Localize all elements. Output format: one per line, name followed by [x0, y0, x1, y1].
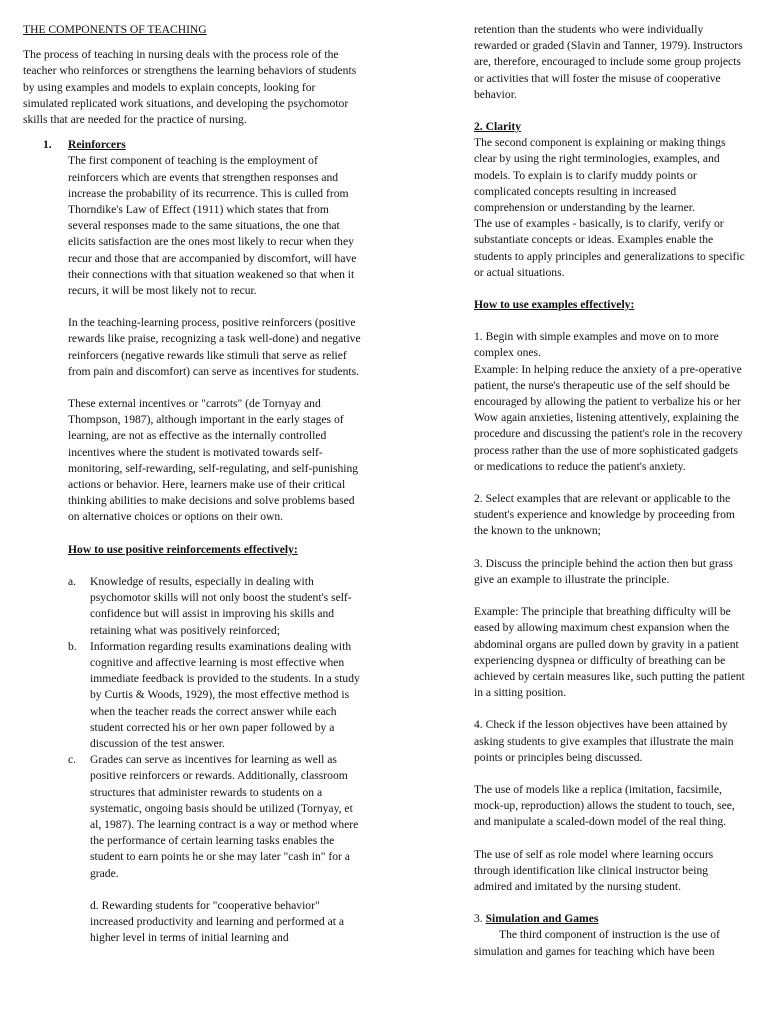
spacer [68, 380, 363, 396]
simulation-paragraph: The third component of instruction is the use of simulation and games for teaching which have been [474, 928, 720, 958]
right-column [474, 22, 746, 960]
list-item [68, 639, 363, 752]
example-step-3: 3. Discuss the principle behind the action then but grass give an example to illustrate the principle. [474, 556, 733, 586]
spacer [474, 701, 746, 717]
example-step-4: 4. Check if the lesson objectives have been attained by asking students to give examples that illustrate the main points or principles being discussed. [474, 718, 734, 764]
list-item [68, 752, 363, 882]
list-letter: c. [68, 753, 77, 767]
spacer [474, 281, 746, 297]
spacer [474, 540, 746, 556]
continuation-paragraph: retention than the students who were individually rewarded or graded (Slavin and Tanner, 1979). Instructors are, therefore, encouraged to include some group projects or activities that will foster the misuse of cooperative behavior. [474, 23, 743, 101]
intro-paragraph: The process of teaching in nursing deals with the process role of the teacher who reinforces or strengthens the learning behaviors of students by using examples and models to explain concepts, looking for simulated replicated work situations, and developing the psychomotor skills that are needed for the practice of nursing. [23, 48, 357, 127]
list-item-d: d. Rewarding students for "cooperative behavior" increased productivity and learning and performed at a higher level in terms of initial learning and [90, 898, 344, 945]
spacer [23, 38, 363, 47]
section-3-heading [474, 911, 746, 927]
section-1-title: Reinforcers [68, 138, 126, 152]
document-title: THE COMPONENTS OF TEACHING [23, 23, 207, 36]
howto-reinforcements-heading: How to use positive reinforcements effectively: [68, 542, 298, 556]
clarity-paragraph-2: The use of examples - basically, is to clarify, verify or substantiate concepts or ideas. Examples enable the students to apply principles and generalizations to specific or actual situations. [474, 217, 745, 279]
spacer [474, 588, 746, 604]
self-role-model-paragraph: The use of self as role model where learning occurs through identification like clinical instructor being admired and imitated by the nursing student. [474, 847, 714, 893]
section-1-heading [43, 137, 363, 153]
section-1-number: 1. [43, 138, 52, 152]
howto-examples-heading: How to use examples effectively: [474, 298, 635, 312]
list-item [68, 574, 363, 639]
spacer [474, 103, 746, 119]
clarity-paragraph-1: The second component is explaining or making things clear by using the right terminologies, examples, and models. To explain is to clarify muddy points or complicated concepts resulting in increased comprehension or understanding by the learner. [474, 136, 726, 215]
left-column [23, 22, 363, 946]
example-step-2: 2. Select examples that are relevant or applicable to the student's experience and knowledge by proceeding from the known to the unknown; [474, 492, 735, 538]
spacer [68, 299, 363, 315]
list-text: Information regarding results examinations dealing with cognitive and affective learning is most effective when immediate feedback is provided to the students. In a study by Curtis & Woods, 1929), the most effective method is when the teacher reads the correct answer while each student corrected his or her own paper followed by a discussion of the test answer. [90, 639, 360, 750]
reinforcers-paragraph-3: These external incentives or "carrots" (de Tornyay and Thompson, 1987), although important in the early stages of learning, are not as effective as the internally controlled incentives where the student is motivated towards self-monitoring, self-rewarding, self-regulating, and self-punishing actions or behavior. Here, learners make use of their critical thinking abilities to make decisions and solve problems based on alternative choices or options on their own. [68, 397, 359, 524]
spacer [68, 558, 363, 574]
spacer [474, 475, 746, 491]
spacer [474, 831, 746, 847]
list-text: Grades can serve as incentives for learning as well as positive reinforcers or rewards. Additionally, classroom structures that administer rewards to students on a systematic, ongoing basis should be utilized (Tornyay, et al, 1987). The learning contract is a way or method where the performance of certain learning tasks enables the student to earn points he or she may later "cash in" for a grade. [90, 753, 359, 880]
spacer [474, 895, 746, 911]
list-letter: b. [68, 639, 77, 653]
list-letter: a. [68, 574, 77, 588]
list-text: Knowledge of results, especially in dealing with psychomotor skills will not only boost the student's self-confidence but will assist in improving his skills and retaining what was positively reinforced; [90, 574, 352, 637]
spacer [474, 766, 746, 782]
section-2-heading: 2. Clarity [474, 120, 522, 134]
section-1-body [68, 153, 363, 573]
spacer [23, 882, 363, 898]
section-3-number: 3. [474, 912, 483, 926]
example-step-3-illustration: Example: The principle that breathing difficulty will be eased by allowing maximum chest expansion when the abdominal organs are pulled down by gravity in a patient experiencing dyspnea or difficulty of breathing can be achieved by certain measures like, such putting the patient in a sitting position. [474, 605, 745, 700]
reinforcers-paragraph-1: The first component of teaching is the employment of reinforcers which are events that strengthen responses and increase the probability of its recurrence. This is culled from Thorndike's Law of Effect (1911) which states that from several responses made to the same situations, the one that elicits satisfaction are the ones most likely to recur when they recur and those that are accompanied by discomfort, will have their connections with that situation weakened so that when it recurs, it will be most likely not to recur. [68, 154, 357, 298]
section-3-title: Simulation and Games [485, 912, 599, 926]
spacer [474, 313, 746, 329]
example-step-1-illustration: Example: In helping reduce the anxiety of a pre-operative patient, the nurse's therapeutic use of the self should be encouraged by allowing the patient to verbalize his or her Wow again anxieties, listening attentively, explaining the procedure and discussing the patient's role in the recovery process rather than the use of more sophisticated gadgets or medications to reduce the patient's anxiety. [474, 362, 743, 473]
spacer [68, 526, 363, 542]
example-step-1: 1. Begin with simple examples and move on to more complex ones. [474, 330, 719, 360]
models-paragraph: The use of models like a replica (imitation, facsimile, mock-up, reproduction) allows the student to touch, see, and manipulate a scaled-down model of the real thing. [474, 782, 735, 829]
reinforcers-paragraph-2: In the teaching-learning process, positive reinforcers (positive rewards like praise, recognizing a task well-done) and negative reinforcers (negative rewards like stimuli that serve as relief from pain and discomfort) can serve as incentives for students. [68, 316, 361, 378]
